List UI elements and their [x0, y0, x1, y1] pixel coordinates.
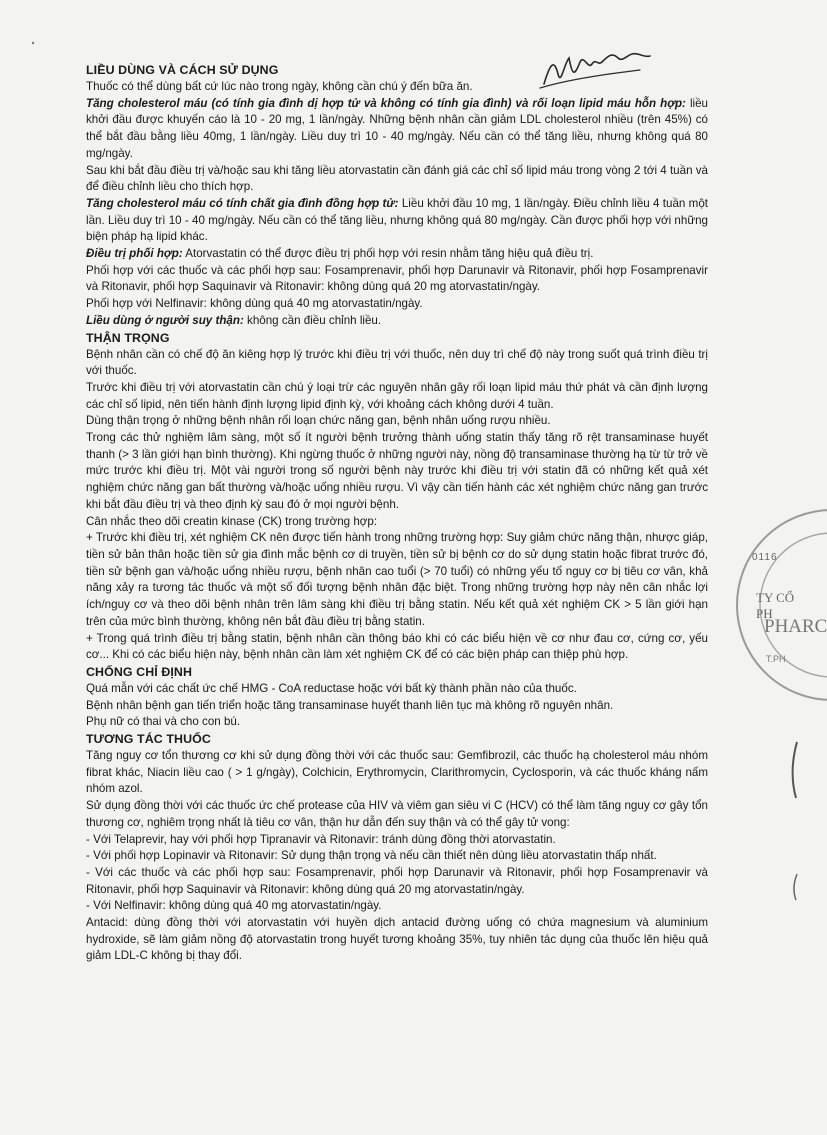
paragraph: Dùng thận trọng ở những bệnh nhân rối loạn chức năng gan, bệnh nhân uống rượu nhiều.	[86, 414, 551, 428]
paragraph-text: không cần điều chỉnh liều.	[243, 313, 382, 327]
paragraph-lead: Điều trị phối hợp:	[86, 247, 183, 261]
document-page	[86, 62, 708, 965]
paragraph	[86, 196, 708, 246]
section-title-dosage: LIỀU DÙNG VÀ CÁCH SỬ DỤNG	[86, 63, 279, 77]
paragraph: - Với Telaprevir, hay với phối hợp Tipranavir và Ritonavir: tránh dùng đồng thời atorvastatin.	[86, 832, 556, 846]
section-title-contraindications: CHỐNG CHỈ ĐỊNH	[86, 664, 193, 679]
paragraph	[86, 246, 708, 263]
paragraph: Trước khi điều trị với atorvastatin cần chú ý loại trừ các nguyên nhân gây rối loạn lipid máu thứ phát và cần định lượng các chỉ số lipid, nên tiến hành định lượng lipid định kỳ, với khoảng cách không dưới 4 tuần.	[86, 380, 708, 411]
paragraph: Bệnh nhân bệnh gan tiến triển hoặc tăng transaminase huyết thanh liên tục mà không rõ nguyên nhân.	[86, 698, 614, 712]
paragraph-lead: Tăng cholesterol máu (có tính gia đình dị hợp tử và không có tính gia đình) và rối loạn lipid máu hỗn hợp:	[86, 96, 686, 110]
scan-mark	[30, 40, 36, 46]
paragraph: Thuốc có thể dùng bất cứ lúc nào trong ngày, không cần chú ý đến bữa ăn.	[86, 80, 473, 93]
paragraph: Phối hợp với Nelfinavir: không dùng quá 40 mg atorvastatin/ngày.	[86, 297, 423, 311]
paragraph: Phối hợp với các thuốc và các phối hợp sau: Fosamprenavir, phối hợp Darunavir và Ritonavir, phối hợp Fosamprenavir và Ritonavir, phối hợp Saquinavir và Ritonavir: không dùng quá 20 mg atorvastatin/ngày.	[86, 263, 708, 294]
paragraph: Antacid: dùng đồng thời với atorvastatin với huyền dịch antacid đường uống có chứa magnesium và aluminium hydroxide, sẽ làm giảm nồng độ atorvastatin trong huyết tương khoảng 35%, tuy nhiên tác dụng của thuốc lên hiệu quả giảm LDL-C không bị thay đổi.	[86, 916, 708, 963]
paragraph: - Với phối hợp Lopinavir và Ritonavir: Sử dụng thận trọng và nếu cần thiết nên dùng liều atorvastatin thấp nhất.	[86, 849, 657, 863]
paragraph: Tăng nguy cơ tổn thương cơ khi sử dụng đồng thời với các thuốc sau: Gemfibrozil, các thuốc hạ cholesterol máu nhóm fibrat khác, Niacin liều cao ( > 1 g/ngày), Colchicin, Erythromycin, Clarithromycin, Cyclosporin, và các thuốc kháng nấm nhóm azol.	[86, 749, 708, 796]
paragraph: - Với Nelfinavir: không dùng quá 40 mg atorvastatin/ngày.	[86, 899, 382, 913]
paragraph: + Trong quá trình điều trị bằng statin, bệnh nhân cần thông báo khi có các biểu hiện về cơ như đau cơ, cứng cơ, yếu cơ... Khi có các biểu hiện này, bệnh nhân cần làm xét nghiệm CK để có các biện pháp can thiệp phù hợp.	[86, 631, 708, 662]
paragraph: Cân nhắc theo dõi creatin kinase (CK) trong trường hợp:	[86, 514, 378, 528]
paragraph-text: Liều khởi đầu 10 mg, 1 lần/ngày. Điều chỉnh liều 4 tuần một lần. Liều duy trì 10 - 40 mg/ngày. Nếu cần có thể tăng liều, nhưng không quá 80 mg/ngày. Cần được phối hợp với những biện pháp hạ lipid khác.	[86, 196, 709, 244]
stamp-line-2: TY CỔ PH	[756, 590, 795, 621]
paragraph-lead: Liều dùng ở người suy thận:	[86, 313, 244, 327]
paragraph: + Trước khi điều trị, xét nghiệm CK nên được tiến hành trong những trường hợp: Suy giảm chức năng thận, nhược giáp, tiền sử bản thân hoặc tiền sử gia đình mắc bệnh cơ di truyền, tiền sử bị bệnh cơ do sử dụng statin hoặc fibrat trước đó, tiền sử bệnh gan và/hoặc uống nhiều rượu, bệnh nhân cao tuổi (> 70 tuổi) có những yếu tố nguy cơ bị tiêu cơ vân, khả năng xảy ra tương tác thuốc và một số đối tượng bệnh nhân đặc biệt. Trong những trường hợp này nên cân nhắc lợi ích/nguy cơ và theo dõi bệnh nhân trên lâm sàng khi điều trị bằng statin. Nếu kết quả xét nghiệm CK > 5 lần giới hạn trên của mức bình thường, không nên bắt đầu điều trị bằng statin.	[86, 531, 708, 628]
company-stamp	[722, 530, 827, 680]
paragraph	[86, 313, 708, 330]
paragraph: Quá mẫn với các chất ức chế HMG - CoA reductase hoặc với bất kỳ thành phần nào của thuốc.	[86, 681, 577, 695]
paragraph: Sau khi bắt đầu điều trị và/hoặc sau khi tăng liều atorvastatin cần đánh giá các chỉ số lipid máu trong vòng 2 tới 4 tuần và để điều chỉnh liều cho thích hợp.	[86, 163, 708, 194]
stamp-line-3: PHARC	[764, 616, 827, 637]
paragraph: Phụ nữ có thai và cho con bú.	[86, 715, 241, 729]
paragraph: Trong các thử nghiệm lâm sàng, một số ít người bệnh trưởng thành uống statin thấy tăng rõ rệt transaminase huyết thanh (> 3 lần giới hạn bình thường). Khi ngừng thuốc ở những người này, nồng độ transaminase thường hạ từ từ trở về mức trước khi điều trị. Một vài người trong số người bệnh này trước khi điều trị với statin đã có những kết quả xét nghiệm chức năng gan bất thường và/hoặc uống nhiều rượu. Vì vậy cần tiến hành các xét nghiệm chức năng gan trước khi bắt đầu điều trị và theo định kỳ sau đó ở mọi người bệnh.	[86, 431, 708, 511]
stamp-line-1: 0116	[752, 552, 778, 563]
paragraph: Sử dụng đồng thời với các thuốc ức chế protease của HIV và viêm gan siêu vi C (HCV) có thể làm tăng nguy cơ gây tổn thương cơ, nghiêm trọng nhất là tiêu cơ vân, thận hư dẫn đến suy thận và có thể gây tử vong:	[86, 799, 708, 829]
paragraph-text: liều khởi đầu được khuyến cáo là 10 - 20 mg, 1 lần/ngày. Những bệnh nhân cần giảm LDL cholesterol nhiều (trên 45%) có thể bắt đầu bằng liều 40mg, 1 lần/ngày. Liều duy trì 10 - 40 mg/ngày. Nếu cần có thể tăng liều, nhưng không quá 80 mg/ngày.	[86, 96, 708, 160]
section-title-caution: THẬN TRỌNG	[86, 330, 170, 345]
paragraph-text: Atorvastatin có thể được điều trị phối hợp với resin nhằm tăng hiệu quả điều trị.	[182, 247, 594, 261]
paragraph	[86, 96, 708, 163]
section-title-interactions: TƯƠNG TÁC THUỐC	[86, 732, 211, 747]
paragraph: Bệnh nhân cần có chế độ ăn kiêng hợp lý trước khi điều trị với thuốc, nên duy trì chế độ này trong suốt quá trình điều trị với thuốc.	[86, 347, 708, 378]
scan-mark	[788, 740, 798, 800]
paragraph: - Với các thuốc và các phối hợp sau: Fosamprenavir, phối hợp Darunavir và Ritonavir, phối hợp Fosamprenavir và Ritonavir, phối hợp Saquinavir và Ritonavir: không dùng quá 20 mg atorvastatin/ngày.	[86, 865, 708, 896]
scan-mark	[790, 872, 798, 902]
stamp-line-4: T.PH	[766, 654, 786, 664]
paragraph-lead: Tăng cholesterol máu có tính chất gia đình đồng hợp tử:	[86, 196, 399, 210]
